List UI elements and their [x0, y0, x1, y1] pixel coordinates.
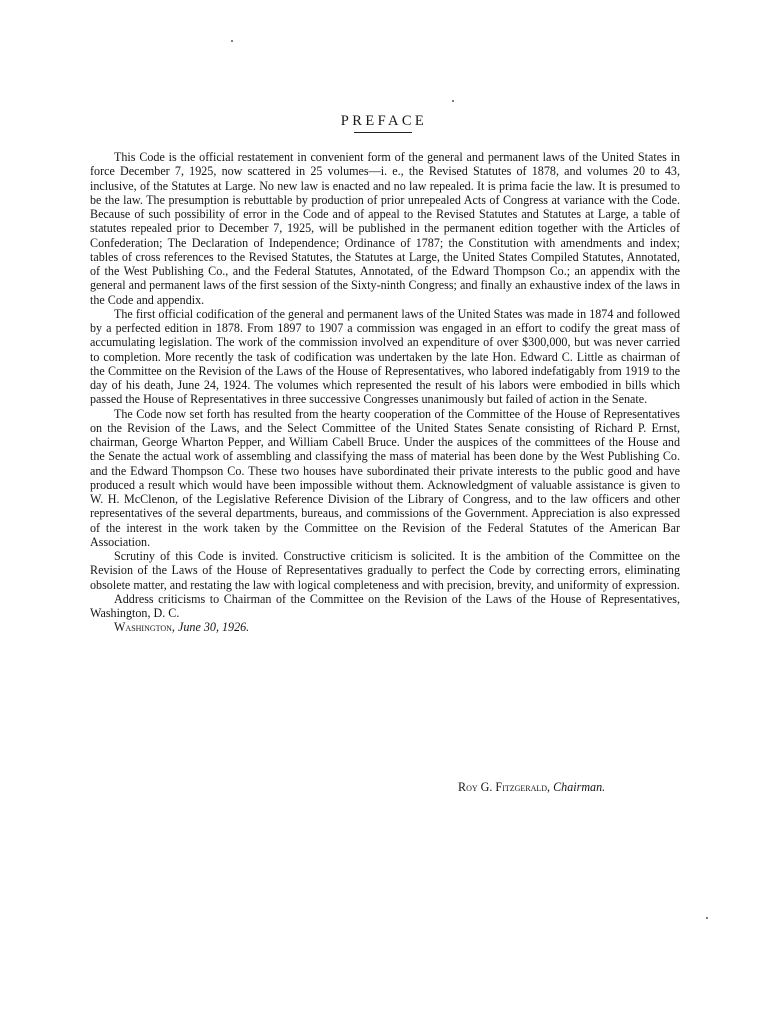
signature — [458, 780, 605, 795]
scan-speck-right — [706, 917, 708, 919]
signatory-role: Chairman. — [553, 780, 606, 794]
preface-paragraph-1: This Code is the official restatement in convenient form of the general and permanent laws of the United States in force December 7, 1925, now scattered in 25 volumes—i. e., the Revised Statutes of 1878, and volumes 20 to 43, inclusive, of the Statutes at Large. No new law is enacted and no law repealed. It is prima facie the law. It is presumed to be the law. The presumption is rebuttable by production of prior unrepealed Acts of Congress at variance with the Code. Because of such possibility of error in the Code and of appeal to the Revised Statutes and Statutes at Large, a table of statutes repealed prior to December 7, 1925, will be published in the permanent edition together with the Articles of Confederation; The Declaration of Independence; Ordinance of 1787; the Constitution with amendments and index; tables of cross references to the Revised Statutes, the Statutes at Large, the United States Compiled Statutes, Annotated, of the West Publishing Co., and the Federal Statutes, Annotated, of the Edward Thompson Co.; an appendix with the general and permanent laws of the first session of the Sixty-ninth Congress; and finally an exhaustive index of the laws in the Code and appendix. — [90, 150, 680, 307]
title-rule — [354, 132, 412, 133]
preface-paragraph-4: Scrutiny of this Code is invited. Constructive criticism is solicited. It is the ambition of the Committee on the Revision of the Laws of the House of Representatives gradually to perfect the Code by correcting errors, eliminating obsolete matter, and restating the law with logical completeness and with precision, brevity, and uniformity of expression. — [90, 549, 680, 592]
dateline — [90, 620, 680, 634]
signatory-name: Roy G. Fitzgerald, — [458, 780, 551, 794]
scan-speck-top — [231, 40, 233, 42]
preface-paragraph-3: The Code now set forth has resulted from the hearty cooperation of the Committee of the House of Representatives on the Revision of the Laws, and the Select Committee of the United States Senate consisting of Richard P. Ernst, chairman, George Wharton Pepper, and William Cabell Bruce. Under the auspices of the committees of the House and the Senate the actual work of assembling and classifying the mass of material has been done by the West Publishing Co. and the Edward Thompson Co. These two houses have subordinated their private interests to the public good and have produced a result which would have been impossible without them. Acknowledgment of valuable assistance is given to W. H. McClenon, of the Legislative Reference Division of the Library of Congress, and to the law officers and other representatives of the several departments, bureaus, and commissions of the Government. Appreciation is also expressed of the interest in the work taken by the Committee on the Revision of the Federal Statutes of the American Bar Association. — [90, 406, 680, 549]
preface-paragraph-2: The first official codification of the general and permanent laws of the United States was made in 1874 and followed by a perfected edition in 1878. From 1897 to 1907 a commission was engaged in an effort to codify the great mass of accumulating legislation. The work of the commission involved an expenditure of over $300,000, but was never carried to completion. More recently the task of codification was undertaken by the late Hon. Edward C. Little as chairman of the Committee on the Revision of the Laws of the House of Representatives, who labored indefatigably from 1919 to the day of his death, June 24, 1924. The volumes which represented the result of his labors were embodied in bills which passed the House of Representatives in three successive Congresses unanimously but failed of action in the Senate. — [90, 306, 680, 407]
dateline-place: Washington, — [114, 620, 175, 635]
preface-body — [90, 150, 680, 635]
preface-paragraph-5: Address criticisms to Chairman of the Committee on the Revision of the Laws of the House of Representatives, Washington, D. C. — [90, 591, 680, 620]
dateline-date: June 30, 1926. — [178, 620, 250, 635]
page-title: PREFACE — [340, 112, 428, 129]
scan-speck-title — [452, 100, 454, 102]
